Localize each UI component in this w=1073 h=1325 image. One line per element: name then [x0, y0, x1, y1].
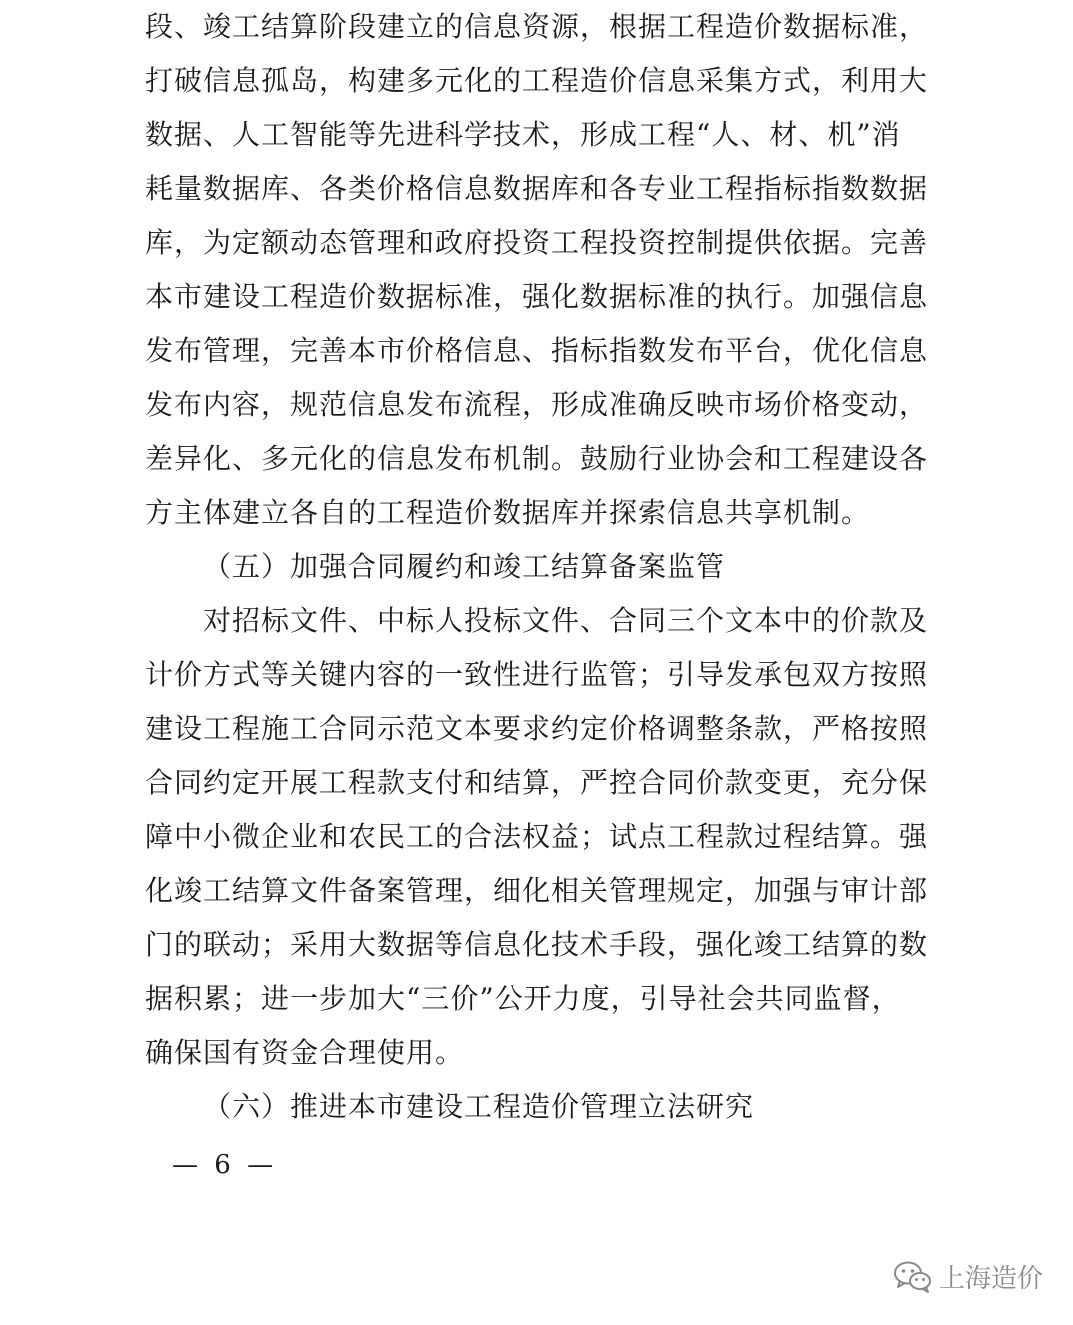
text-line: 发布管理，完善本市价格信息、指标指数发布平台，优化信息 — [145, 334, 929, 367]
text-line: 门的联动；采用大数据等信息化技术手段，强化竣工结算的数 — [145, 928, 929, 961]
section-6-heading: （六）推进本市建设工程造价管理立法研究 — [203, 1090, 755, 1123]
text-line: 打破信息孤岛，构建多元化的工程造价信息采集方式，利用大 — [145, 64, 929, 97]
text-line: 差异化、多元化的信息发布机制。鼓励行业协会和工程建设各 — [145, 442, 929, 475]
wechat-icon — [893, 1260, 933, 1294]
watermark-text: 上海造价 — [938, 1264, 1043, 1294]
text-line: 本市建设工程造价数据标准，强化数据标准的执行。加强信息 — [145, 280, 929, 313]
text-line: 据积累；进一步加大“三价”公开力度，引导社会共同监督， — [145, 982, 901, 1015]
text-line: 数据、人工智能等先进科学技术，形成工程“人、材、机”消 — [145, 118, 901, 151]
body-text — [145, 0, 945, 1134]
text-line: 合同约定开展工程款支付和结算，严控合同价款变更，充分保 — [145, 766, 929, 799]
section-5-heading: （五）加强合同履约和竣工结算备案监管 — [203, 550, 726, 583]
text-line: 障中小微企业和农民工的合法权益；试点工程款过程结算。强 — [145, 820, 929, 853]
text-line: 建设工程施工合同示范文本要求约定价格调整条款，严格按照 — [145, 712, 929, 745]
text-line: 发布内容，规范信息发布流程，形成准确反映市场价格变动， — [145, 388, 929, 421]
text-line: 对招标文件、中标人投标文件、合同三个文本中的价款及 — [203, 604, 929, 637]
watermark — [893, 1258, 1043, 1295]
text-line: 耗量数据库、各类价格信息数据库和各专业工程指标指数数据 — [145, 172, 929, 205]
text-line: 库，为定额动态管理和政府投资工程投资控制提供依据。完善 — [145, 226, 929, 259]
page-number: — 6 — — [172, 1150, 278, 1180]
text-line: 方主体建立各自的工程造价数据库并探索信息共享机制。 — [145, 496, 871, 529]
text-line: 计价方式等关键内容的一致性进行监管；引导发承包双方按照 — [145, 658, 929, 691]
text-line: 段、竣工结算阶段建立的信息资源，根据工程造价数据标准， — [145, 10, 929, 43]
text-line: 化竣工结算文件备案管理，细化相关管理规定，加强与审计部 — [145, 874, 929, 907]
text-line: 确保国有资金合理使用。 — [145, 1036, 465, 1069]
